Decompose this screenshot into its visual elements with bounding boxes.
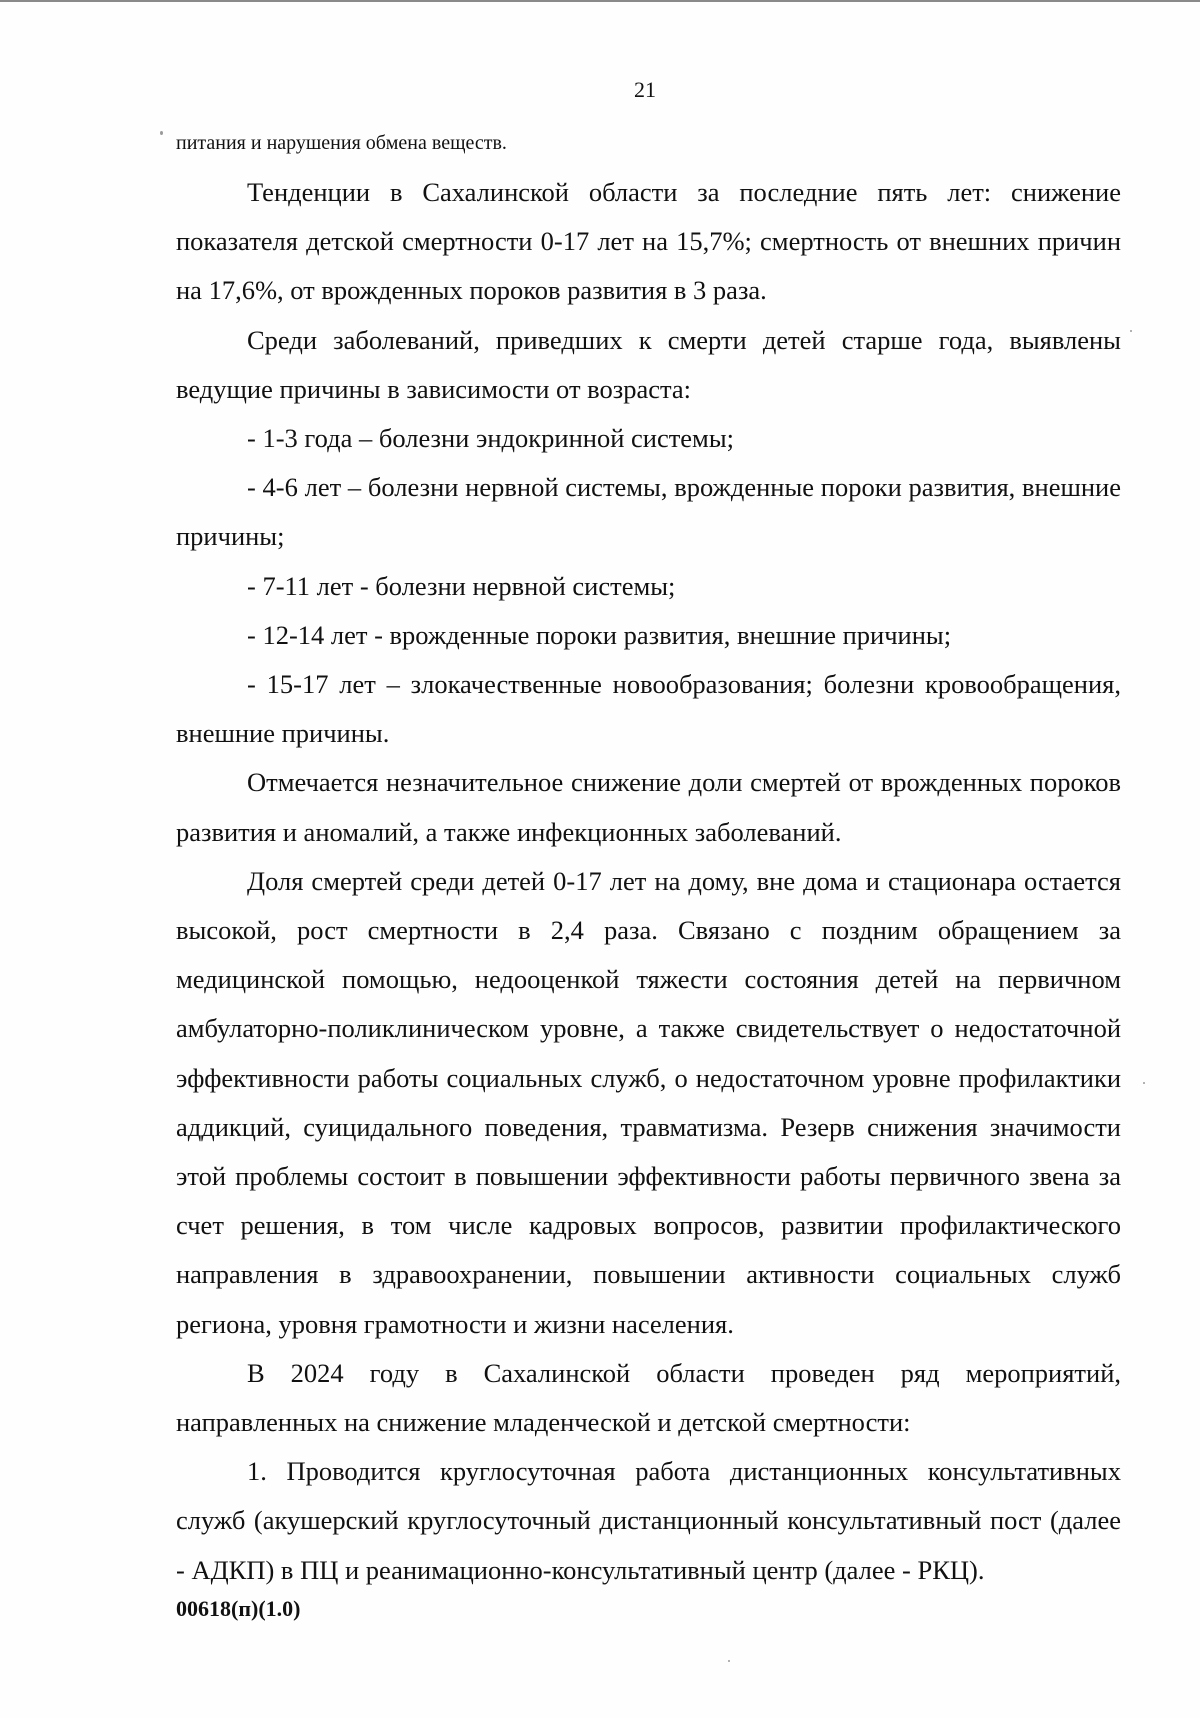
list-item-age-4-6: - 4-6 лет – болезни нервной системы, врожденные пороки развития, внешние причины; <box>176 472 1121 552</box>
list-item-age-7-11: - 7-11 лет - болезни нервной системы; <box>247 570 676 601</box>
scan-speck <box>728 1660 730 1662</box>
paragraph-trends: Тенденции в Сахалинской области за последние пять лет: снижение показателя детской смертности 0-17 лет на 15,7%; смертность от внешних причин на 17,6%, от врожденных пороков развития в 3 раза. <box>176 177 1121 306</box>
document-code: 00618(п)(1.0) <box>176 1596 301 1621</box>
paragraph-measures-2024: В 2024 году в Сахалинской области проведен ряд мероприятий, направленных на снижение младенческой и детской смертности: <box>176 1357 1121 1438</box>
scan-speck <box>1143 1082 1145 1084</box>
paragraph-home-deaths: Доля смертей среди детей 0-17 лет на дому, вне дома и стационара остается высокой, рост смертности в 2,4 раза. Связано с поздним обращением за медицинской помощью, недооценкой тяжести состояния детей на первичном амбулаторно-поликлиническом уровне, а также свидетельствует о недостаточной эффективности работы социальных служб, о недостаточном уровне профилактики аддикций, суицидального поведения, травматизма. Резерв снижения значимости этой проблемы состоит в повышении эффективности работы первичного звена за счет решения, в том числе кадровых вопросов, развитии профилактического направления в здравоохранении, повышении активности социальных служб региона, уровня грамотности и жизни населения. <box>176 865 1121 1339</box>
paragraph-continuation: питания и нарушения обмена веществ. <box>176 132 507 154</box>
page-number: 21 <box>634 77 656 102</box>
paragraph-causes-intro: Среди заболеваний, приведших к смерти детей старше года, выявлены ведущие причины в зависимости от возраста: <box>176 324 1121 404</box>
list-item-age-12-14: - 12-14 лет - врожденные пороки развития, внешние причины; <box>247 619 952 650</box>
body-text <box>176 128 1121 1595</box>
paragraph-measure-1: 1. Проводится круглосуточная работа дистанционных консультативных служб (акушерский круглосуточный дистанционный консультативный пост (далее - АДКП) в ПЦ и реанимационно-консультативный центр (далее - РКЦ). <box>176 1456 1121 1585</box>
scan-speck <box>1130 330 1132 332</box>
list-item-age-15-17: - 15-17 лет – злокачественные новообразования; болезни кровообращения, внешние причины. <box>176 669 1121 749</box>
scan-speck <box>160 131 163 135</box>
top-edge-rule <box>0 0 1200 2</box>
paragraph-decrease: Отмечается незначительное снижение доли смертей от врожденных пороков развития и аномалий, а также инфекционных заболеваний. <box>176 767 1121 847</box>
list-item-age-1-3: - 1-3 года – болезни эндокринной системы; <box>247 423 734 454</box>
